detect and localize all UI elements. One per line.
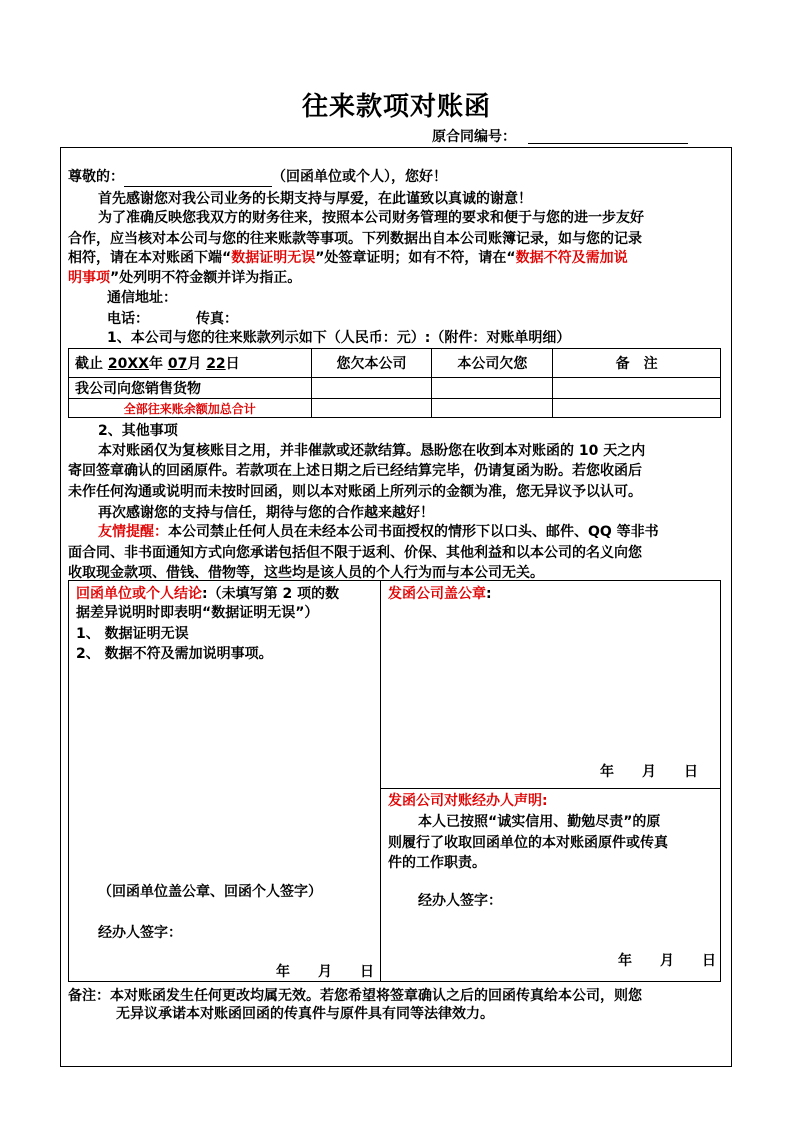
row-total: 全部往来账余额加总合计 (69, 399, 312, 418)
reply-note-1: :（未填写第 2 项的数 (202, 586, 340, 602)
other-matters-2: 寄回签章确认的回函原件。若款项在上述日期之后已经结算完毕，仍请复函为盼。若您收函后 (68, 463, 642, 479)
month-unit: 月 (187, 356, 202, 372)
statement-handler-sign[interactable]: 经办人签字： (418, 893, 502, 909)
reminder-2: 面合同、非书面通知方式向您承诺包括但不限于返利、价保、其他利益和以本公司的名义向您 (68, 545, 642, 561)
table-row (69, 378, 721, 399)
cell-total-we-owe[interactable] (432, 399, 553, 418)
reminder-3: 收取现金款项、借钱、借物等，这些均是该人员的个人行为而与本公司无关。 (68, 565, 544, 581)
table-header-row (69, 349, 721, 378)
contract-number-field[interactable] (528, 143, 688, 144)
reply-handler-sign[interactable]: 经办人签字： (98, 925, 182, 941)
seal-colon: : (486, 586, 492, 602)
statement-text-1: 本人已按照“诚实信用、勤勉尽责”的原 (418, 814, 661, 830)
col-header-note: 备 注 (553, 349, 721, 378)
footnote-2: 无异议承诺本对账函回函的传真件与原件具有同等法律效力。 (116, 1006, 494, 1022)
row-sales-goods: 我公司向您销售货物 (69, 378, 312, 399)
para-thanks: 首先感谢您对我公司业务的长期支持与厚爱，在此谨致以真诚的谢意！ (98, 191, 532, 207)
para-purpose-4b: ”处列明不符金额并详为指正。 (110, 270, 302, 286)
para-purpose-2: 合作，应当核对本公司与您的往来账款等事项。下列数据出自本公司账簿记录，如与您的记录 (68, 231, 642, 247)
cell-we-owe[interactable] (432, 378, 553, 399)
seal-date[interactable]: 年 月 日 (600, 764, 698, 780)
highlight-mismatch-items: 明事项 (68, 270, 110, 286)
reply-sign-note: （回函单位盖公章、回函个人签字） (98, 884, 322, 900)
address-label: 通信地址： (107, 290, 177, 306)
reply-date[interactable]: 年 月 日 (276, 964, 374, 980)
date-year[interactable]: 20XX (107, 356, 149, 372)
fax-label: 传真： (196, 311, 238, 327)
cell-owe-us[interactable] (311, 378, 432, 399)
date-day[interactable]: 22 (206, 356, 226, 372)
date-cell (69, 349, 312, 378)
greeting (68, 167, 447, 187)
statement-label: 发函公司对账经办人声明: (388, 793, 548, 809)
col-header-owe-us: 您欠本公司 (311, 349, 432, 378)
reply-note-2: 据差异说明时即表明“数据证明无误”） (76, 605, 319, 621)
reply-option-1[interactable]: 1、 数据证明无误 (76, 626, 189, 642)
seal-box (380, 580, 721, 789)
section-1-heading: 1、本公司与您的往来账款列示如下（人民币：元）:（附件：对账单明细） (107, 330, 571, 346)
reply-option-2[interactable]: 2、 数据不符及需加说明事项。 (76, 646, 273, 662)
table-row (69, 399, 721, 418)
recipient-field[interactable] (124, 170, 272, 187)
highlight-data-mismatch: 数据不符及需加说 (515, 250, 628, 266)
cell-total-note[interactable] (553, 399, 721, 418)
reminder-label: 友情提醒： (98, 524, 168, 540)
para-purpose-4 (68, 268, 301, 288)
statement-text-3: 件的工作职责。 (388, 855, 486, 871)
para-purpose-3a: 相符，请在本对账函下端“ (68, 250, 232, 266)
date-month[interactable]: 07 (167, 356, 188, 372)
reminder-text-1: 本公司禁止任何人员在未经本公司书面授权的情形下以口头、邮件、QQ 等非书 (168, 524, 659, 540)
greeting-suffix: （回函单位或个人），您好！ (272, 169, 447, 185)
para-purpose-3c: ”处签章证明；如有不符，请在“ (315, 250, 516, 266)
other-matters-1: 本对账函仅为复核账目之用，并非催款或还款结算。恳盼您在收到本对账函的 10 天之内 (98, 443, 646, 459)
year-unit: 年 (148, 356, 163, 372)
thanks-again: 再次感谢您的支持与信任，期待与您的合作越来越好！ (98, 505, 434, 521)
highlight-data-correct: 数据证明无误 (231, 250, 316, 266)
other-matters-3: 未作任何沟通或说明而未按时回函，则以本对账函上所列示的金额为准，您无异议予以认可。 (68, 484, 642, 500)
para-purpose-1: 为了准确反映您我双方的财务往来，按照本公司财务管理的要求和便于与您的进一步友好 (98, 210, 644, 226)
reminder-1 (98, 522, 659, 542)
date-prefix: 截止 (75, 356, 103, 372)
day-unit: 日 (225, 356, 240, 372)
statement-text-2: 则履行了收取回函单位的本对账函原件或传真 (388, 835, 668, 851)
section-2-heading: 2、其他事项 (98, 423, 178, 439)
para-purpose-3 (68, 248, 628, 268)
seal-heading (388, 584, 492, 604)
statement-date[interactable]: 年 月 日 (618, 953, 716, 969)
accounts-table (68, 348, 721, 418)
cell-total-owe-us[interactable] (311, 399, 432, 418)
cell-note[interactable] (553, 378, 721, 399)
greeting-prefix: 尊敬的： (68, 169, 124, 185)
footnote-1: 备注：本对账函发生任何更改均属无效。若您希望将签章确认之后的回函传真给本公司，则您 (68, 988, 642, 1004)
phone-label: 电话： (107, 311, 149, 327)
contract-number-label: 原合同编号： (432, 129, 516, 145)
reply-conclusion (76, 584, 339, 604)
page-title: 往来款项对账函 (301, 92, 491, 122)
col-header-we-owe: 本公司欠您 (432, 349, 553, 378)
seal-label: 发函公司盖公章 (388, 586, 486, 602)
reply-label: 回函单位或个人结论 (76, 586, 202, 602)
